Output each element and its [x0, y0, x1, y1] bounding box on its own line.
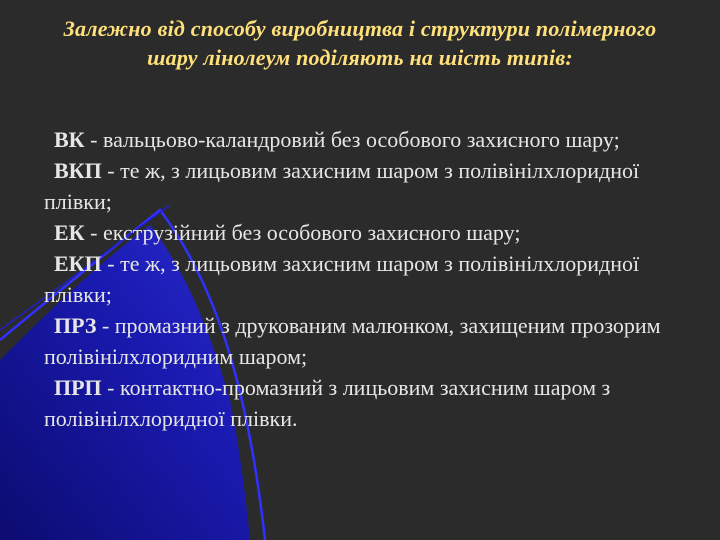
- type-code: ЕК: [54, 220, 85, 245]
- type-code: ПРЗ: [54, 313, 97, 338]
- type-description: - контактно-промазний з лицьовим захисним шаром з полівінілхлоридної плівки.: [44, 375, 611, 431]
- type-description: - промазний з друкованим малюнком, захищеним прозорим полівінілхлоридним шаром;: [44, 313, 661, 369]
- type-description: - вальцьово-каландровий без особового захисного шару;: [84, 127, 620, 152]
- type-list: [44, 124, 704, 434]
- list-item: [44, 248, 704, 310]
- list-item: [44, 124, 704, 155]
- list-item: [44, 217, 704, 248]
- type-description: - те ж, з лицьовим захисним шаром з полівінілхлоридної плівки;: [44, 251, 640, 307]
- type-code: ВК: [54, 127, 85, 152]
- slide-title: Залежно від способу виробництва і структури полімерного шару лінолеум поділяють на шість типів:: [63, 16, 657, 70]
- type-code: ПРП: [54, 375, 102, 400]
- type-code: ЕКП: [54, 251, 102, 276]
- type-code: ВКП: [54, 158, 102, 183]
- list-item: [44, 372, 704, 434]
- list-item: [44, 310, 704, 372]
- list-item: [44, 155, 704, 217]
- type-description: - екструзійний без особового захисного шару;: [84, 220, 521, 245]
- type-description: - те ж, з лицьовим захисним шаром з полівінілхлоридної плівки;: [44, 158, 640, 214]
